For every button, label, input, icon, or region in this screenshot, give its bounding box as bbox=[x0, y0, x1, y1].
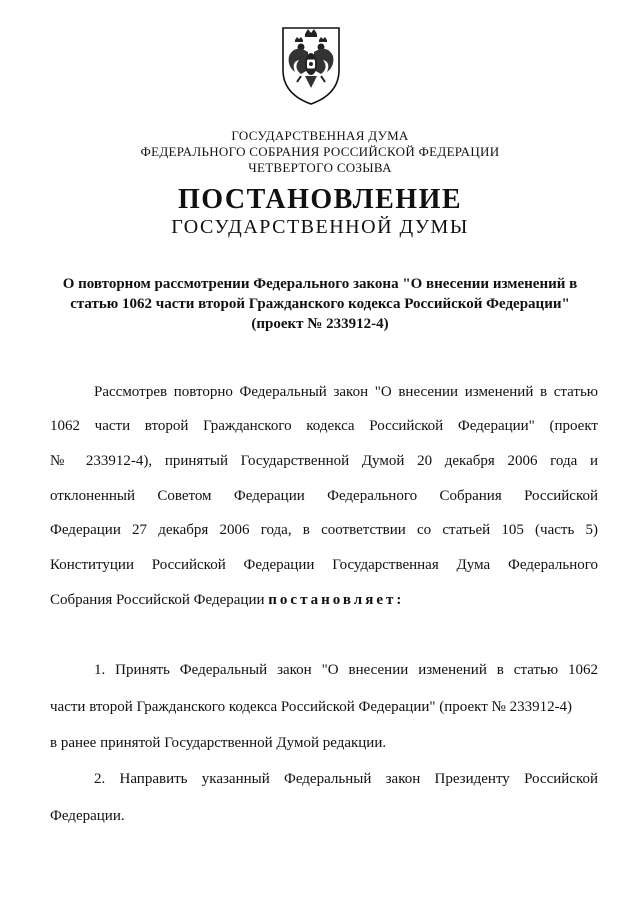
document-subtitle: ГОСУДАРСТВЕННОЙ ДУМЫ bbox=[171, 216, 469, 238]
header-line-duma: ГОСУДАРСТВЕННАЯ ДУМА bbox=[231, 128, 409, 143]
item-2-line: Федерации. bbox=[50, 808, 125, 824]
header-line-assembly: ФЕДЕРАЛЬНОГО СОБРАНИЯ РОССИЙСКОЙ ФЕДЕРАЦИИ bbox=[140, 144, 500, 159]
subject-line-2: статью 1062 части второй Гражданского кодекса Российской Федерации" bbox=[70, 296, 570, 312]
preamble-line-final bbox=[50, 592, 404, 609]
resolves-keyword: постановляет: bbox=[268, 592, 405, 608]
russian-coat-of-arms-icon bbox=[275, 22, 347, 106]
header-line-convocation: ЧЕТВЕРТОГО СОЗЫВА bbox=[248, 160, 392, 175]
preamble-line: отклоненный Советом Федерации Федерального Собрания Российской bbox=[50, 488, 598, 504]
item-1-line: в ранее принятой Государственной Думой редакции. bbox=[50, 735, 387, 751]
preamble-text: Собрания Российской Федерации bbox=[50, 592, 265, 608]
preamble-line: Федерации 27 декабря 2006 года, в соответствии со статьей 105 (часть 5) bbox=[50, 522, 598, 538]
preamble-line: 1062 части второй Гражданского кодекса Российской Федерации" (проект bbox=[50, 418, 598, 434]
preamble-line: № 233912-4), принятый Государственной Думой 20 декабря 2006 года и bbox=[50, 453, 598, 469]
item-2-line: 2. Направить указанный Федеральный закон Президенту Российской bbox=[94, 771, 598, 787]
item-1-line: части второй Гражданского кодекса Российской Федерации" (проект № 233912-4) bbox=[50, 699, 573, 715]
subject-line-3: (проект № 233912-4) bbox=[251, 316, 389, 332]
preamble-line: Рассмотрев повторно Федеральный закон "О внесении изменений в статью bbox=[94, 384, 598, 400]
subject-line-1: О повторном рассмотрении Федерального закона "О внесении изменений в bbox=[62, 276, 578, 292]
preamble-line: Конституции Российской Федерации Государственная Дума Федерального bbox=[50, 557, 598, 573]
document-title: ПОСТАНОВЛЕНИЕ bbox=[177, 184, 463, 215]
item-1-line: 1. Принять Федеральный закон "О внесении изменений в статью 1062 bbox=[94, 662, 598, 678]
